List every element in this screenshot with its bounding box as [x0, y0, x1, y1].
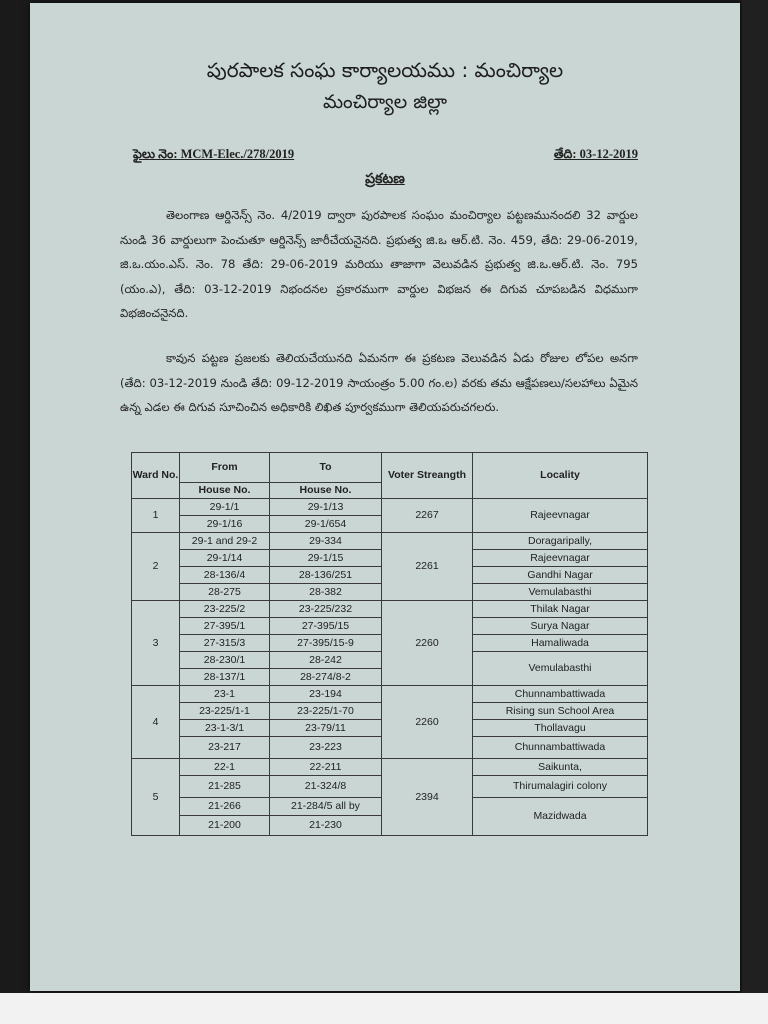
voter-strength: 2260 — [382, 601, 473, 686]
from-house-no: 28-137/1 — [180, 669, 270, 686]
document-date: తేది: 03-12-2019 — [553, 147, 638, 161]
header-to-house-no: House No. — [270, 483, 382, 499]
locality: Rajeevnagar — [473, 499, 648, 533]
to-house-no: 27-395/15-9 — [270, 635, 382, 652]
locality: Mazidwada — [473, 798, 648, 836]
to-house-no: 29-1/13 — [270, 499, 382, 516]
from-house-no: 29-1/1 — [180, 499, 270, 516]
ward-number: 1 — [132, 499, 180, 533]
document-page — [30, 3, 740, 991]
ward-number: 5 — [132, 759, 180, 836]
to-house-no: 27-395/15 — [270, 618, 382, 635]
from-house-no: 23-1 — [180, 686, 270, 703]
header-from: From — [180, 453, 270, 483]
locality: Rajeevnagar — [473, 550, 648, 567]
locality: Gandhi Nagar — [473, 567, 648, 584]
from-house-no: 29-1/16 — [180, 516, 270, 533]
to-house-no: 21-324/8 — [270, 776, 382, 798]
to-house-no: 28-136/251 — [270, 567, 382, 584]
from-house-no: 29-1 and 29-2 — [180, 533, 270, 550]
to-house-no: 22-211 — [270, 759, 382, 776]
notice-paragraph-2 — [120, 346, 638, 420]
voter-strength: 2260 — [382, 686, 473, 759]
table-row — [132, 601, 648, 618]
from-house-no: 28-275 — [180, 584, 270, 601]
from-house-no: 23-225/2 — [180, 601, 270, 618]
to-house-no: 23-225/1-70 — [270, 703, 382, 720]
voter-strength: 2394 — [382, 759, 473, 836]
header-from-house-no: House No. — [180, 483, 270, 499]
header-voter-strength: Voter Streangth — [382, 453, 473, 499]
district-title: మంచిర్యాల జిల్లా — [322, 91, 448, 113]
locality: Vemulabasthi — [473, 584, 648, 601]
locality: Rising sun School Area — [473, 703, 648, 720]
locality: Chunnambattiwada — [473, 737, 648, 759]
to-house-no: 23-225/232 — [270, 601, 382, 618]
from-house-no: 22-1 — [180, 759, 270, 776]
locality: Thollavagu — [473, 720, 648, 737]
from-house-no: 23-217 — [180, 737, 270, 759]
to-house-no: 28-242 — [270, 652, 382, 669]
locality: Chunnambattiwada — [473, 686, 648, 703]
header-to: To — [270, 453, 382, 483]
to-house-no: 29-1/15 — [270, 550, 382, 567]
from-house-no: 23-1-3/1 — [180, 720, 270, 737]
to-house-no: 28-274/8-2 — [270, 669, 382, 686]
table-row — [132, 533, 648, 550]
locality: Doragaripally, — [473, 533, 648, 550]
voter-strength: 2261 — [382, 533, 473, 601]
table-row — [132, 759, 648, 776]
from-house-no: 27-315/3 — [180, 635, 270, 652]
locality: Thilak Nagar — [473, 601, 648, 618]
locality: Vemulabasthi — [473, 652, 648, 686]
ward-number: 2 — [132, 533, 180, 601]
voter-strength: 2267 — [382, 499, 473, 533]
to-house-no: 29-334 — [270, 533, 382, 550]
office-title: పురపాలక సంఘ కార్యాలయము : మంచిర్యాల — [206, 58, 564, 82]
to-house-no: 23-79/11 — [270, 720, 382, 737]
locality: Surya Nagar — [473, 618, 648, 635]
from-house-no: 28-136/4 — [180, 567, 270, 584]
to-house-no: 21-284/5 all by — [270, 798, 382, 816]
header-ward-no: Ward No. — [132, 453, 180, 499]
from-house-no: 21-285 — [180, 776, 270, 798]
ward-table-body — [132, 499, 648, 836]
locality: Hamaliwada — [473, 635, 648, 652]
notice-heading: ప్రకటణ — [365, 171, 405, 187]
header-locality: Locality — [473, 453, 648, 499]
notice-paragraph-1 — [120, 203, 638, 326]
to-house-no: 28-382 — [270, 584, 382, 601]
to-house-no: 21-230 — [270, 816, 382, 836]
ward-number: 3 — [132, 601, 180, 686]
locality: Saikunta, — [473, 759, 648, 776]
to-house-no: 23-194 — [270, 686, 382, 703]
from-house-no: 21-266 — [180, 798, 270, 816]
paragraph-2-text: కావున పట్టణ ప్రజలకు తెలియచేయునది ఏమనగా ఈ ప్రకటణ వెలువడిన ఏడు రోజుల లోపల అనగా (తేది: 03-12-2019 నుండి తేది: 09-12-2019 సాయంత్రం 5.00 గం.ల) వరకు తమ ఆక్షేపణలు/సలహాలు ఏమైన ఉన్న ఎడల ఈ దిగువ సూచించిన అధికారికి లిఖిత పూర్వకముగా తెలియపరుచగలరు. — [120, 351, 638, 414]
background-edge — [742, 0, 768, 993]
paragraph-1-text: తెలంగాణ ఆర్డినెన్స్ నెం. 4/2019 ద్వారా పురపాలక సంఘం మంచిర్యాల పట్టణమునందలి 32 వార్డుల నుండి 36 వార్డులుగా పెంచుతూ ఆర్డినెన్స్ జారీచేయనైనది. ప్రభుత్వ జి.ఒ ఆర్.టి. నెం. 459, తేది: 29-06-2019, జి.ఒ.యం.ఎస్. నెం. 78 తేది: 29-06-2019 మరియు తాజాగా వెలువడిన ప్రభుత్వ జి.ఒ.ఆర్.టి. నెం. 795 (యం.ఎ), తేది: 03-12-2019 నిభందనల ప్రకారముగా వార్డుల విభజన ఈ దిగువ చూపబడిన విధముగా విభజించనైనది. — [120, 208, 638, 320]
file-number: ఫైలు నెం: MCM-Elec./278/2019 — [133, 147, 295, 161]
background-bottom — [0, 993, 768, 1024]
table-row — [132, 686, 648, 703]
from-house-no: 29-1/14 — [180, 550, 270, 567]
from-house-no: 28-230/1 — [180, 652, 270, 669]
from-house-no: 21-200 — [180, 816, 270, 836]
ward-division-table — [131, 452, 648, 836]
to-house-no: 29-1/654 — [270, 516, 382, 533]
from-house-no: 23-225/1-1 — [180, 703, 270, 720]
locality: Thirumalagiri colony — [473, 776, 648, 798]
ward-number: 4 — [132, 686, 180, 759]
to-house-no: 23-223 — [270, 737, 382, 759]
from-house-no: 27-395/1 — [180, 618, 270, 635]
table-row — [132, 499, 648, 516]
